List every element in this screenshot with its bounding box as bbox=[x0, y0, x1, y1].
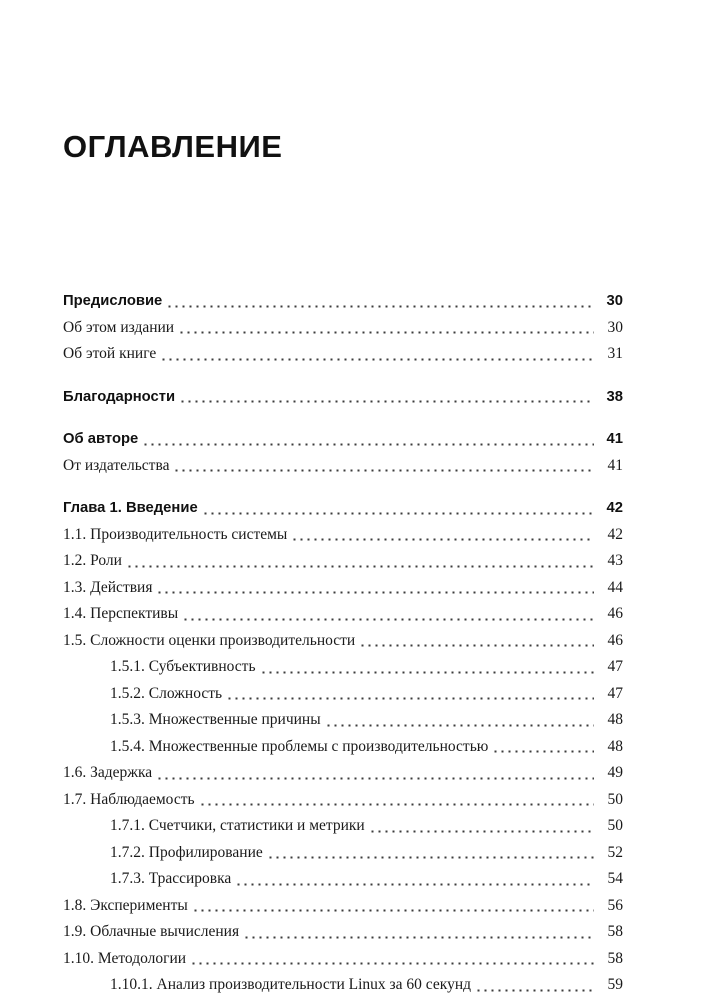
toc-entry bbox=[63, 946, 623, 973]
toc-entry bbox=[63, 495, 623, 522]
toc-entry-label: 1.5. Сложности оценки производительности bbox=[63, 631, 356, 649]
toc-entry-page: 59 bbox=[607, 976, 623, 993]
toc-entry bbox=[63, 315, 623, 342]
toc-entry bbox=[63, 426, 623, 453]
dot-leader bbox=[156, 575, 594, 602]
toc-entry-label: 1.5.2. Сложность bbox=[110, 684, 223, 702]
dot-leader bbox=[190, 946, 594, 973]
toc-entry-label: Об этом издании bbox=[63, 318, 175, 336]
toc-entry-label: 1.4. Перспективы bbox=[63, 605, 179, 622]
dot-leader bbox=[182, 601, 594, 628]
toc-entry bbox=[63, 628, 623, 655]
toc-entry-label: 1.3. Действия bbox=[63, 578, 153, 596]
toc-entry bbox=[63, 760, 623, 787]
toc-entry-page: 30 bbox=[607, 318, 623, 336]
toc-entry-label: 1.1. Производительность системы bbox=[63, 525, 288, 543]
toc-entry bbox=[63, 601, 623, 628]
toc-entry-page: 50 bbox=[607, 790, 623, 808]
toc-entry-label: Благодарности bbox=[63, 388, 176, 405]
dot-leader bbox=[492, 734, 594, 761]
toc-entry-page: 50 bbox=[607, 817, 623, 834]
page-title: ОГЛАВЛЕНИЕ bbox=[63, 128, 283, 164]
toc-entry-page: 42 bbox=[607, 525, 623, 543]
toc-entry bbox=[63, 288, 623, 315]
toc-entry-page: 47 bbox=[607, 658, 623, 675]
dot-leader bbox=[156, 760, 594, 787]
toc-entry-label: 1.5.3. Множественные причины bbox=[110, 711, 321, 728]
toc-entry-page: 43 bbox=[607, 552, 623, 569]
dot-leader bbox=[179, 384, 594, 411]
toc-entry bbox=[63, 972, 623, 999]
toc-entry bbox=[63, 453, 623, 480]
toc-entry-label: От издательства bbox=[63, 456, 170, 474]
toc-entry bbox=[63, 575, 623, 602]
toc-entry-label: 1.7. Наблюдаемость bbox=[63, 790, 195, 808]
dot-leader bbox=[199, 787, 594, 814]
toc-entry bbox=[63, 813, 623, 840]
dot-leader bbox=[475, 972, 594, 999]
toc-entry-label: 1.7.1. Счетчики, статистики и метрики bbox=[110, 817, 365, 834]
toc-entry bbox=[63, 341, 623, 368]
dot-leader bbox=[178, 315, 594, 342]
dot-leader bbox=[369, 813, 594, 840]
dot-leader bbox=[291, 522, 594, 549]
toc-entry-label: Об авторе bbox=[63, 431, 139, 447]
toc-entry-page: 48 bbox=[607, 737, 623, 755]
dot-leader bbox=[166, 288, 594, 315]
toc-entry-page: 52 bbox=[607, 843, 623, 861]
toc-entry-page: 30 bbox=[606, 293, 623, 309]
toc-entry-label: 1.6. Задержка bbox=[63, 764, 153, 781]
dot-leader bbox=[267, 840, 594, 867]
toc-entry-page: 44 bbox=[607, 578, 623, 596]
toc-entry-label: 1.7.3. Трассировка bbox=[110, 870, 232, 887]
toc-entry-label: 1.9. Облачные вычисления bbox=[63, 923, 240, 940]
toc-entry bbox=[63, 681, 623, 708]
toc-entry bbox=[63, 707, 623, 734]
dot-leader bbox=[260, 654, 594, 681]
toc-entry-label: 1.2. Роли bbox=[63, 552, 122, 569]
toc-entry bbox=[63, 548, 623, 575]
toc-entry bbox=[63, 384, 623, 411]
toc-entry-label: 1.8. Эксперименты bbox=[63, 896, 188, 914]
toc-entry-label: Предисловие bbox=[63, 293, 163, 309]
dot-leader bbox=[192, 893, 594, 920]
dot-leader bbox=[359, 628, 594, 655]
toc-entry-page: 38 bbox=[606, 388, 623, 405]
toc-entry-page: 41 bbox=[606, 431, 623, 447]
toc-list bbox=[63, 288, 623, 999]
toc-entry-page: 58 bbox=[607, 923, 623, 940]
toc-entry-label: Об этой книге bbox=[63, 345, 157, 362]
toc-entry-label: 1.5.1. Субъективность bbox=[110, 658, 256, 675]
toc-entry-label: Глава 1. Введение bbox=[63, 500, 198, 516]
toc-entry-page: 41 bbox=[607, 456, 623, 474]
toc-entry bbox=[63, 840, 623, 867]
toc-entry-page: 47 bbox=[607, 684, 623, 702]
toc-entry bbox=[63, 919, 623, 946]
toc-entry bbox=[63, 654, 623, 681]
toc-entry-label: 1.10. Методологии bbox=[63, 949, 187, 967]
toc-entry-page: 56 bbox=[607, 896, 623, 914]
toc-entry bbox=[63, 734, 623, 761]
dot-leader bbox=[243, 919, 594, 946]
toc-entry bbox=[63, 522, 623, 549]
toc-entry bbox=[63, 866, 623, 893]
toc-entry bbox=[63, 893, 623, 920]
toc-entry-page: 31 bbox=[607, 345, 623, 362]
toc-entry-page: 42 bbox=[606, 500, 623, 516]
dot-leader bbox=[126, 548, 594, 575]
dot-leader bbox=[160, 341, 594, 368]
toc-entry-label: 1.7.2. Профилирование bbox=[110, 843, 263, 861]
toc-entry-page: 49 bbox=[607, 764, 623, 781]
dot-leader bbox=[142, 426, 594, 453]
dot-leader bbox=[325, 707, 594, 734]
toc-entry-label: 1.10.1. Анализ производительности Linux за 60 секунд bbox=[110, 976, 471, 993]
toc-entry-page: 46 bbox=[607, 605, 623, 622]
toc-entry-page: 54 bbox=[607, 870, 623, 887]
toc-entry bbox=[63, 787, 623, 814]
toc-entry-page: 46 bbox=[607, 631, 623, 649]
toc-entry-page: 48 bbox=[607, 711, 623, 728]
dot-leader bbox=[173, 453, 594, 480]
dot-leader bbox=[226, 681, 594, 708]
toc-entry-label: 1.5.4. Множественные проблемы с производительностью bbox=[110, 737, 489, 755]
dot-leader bbox=[235, 866, 594, 893]
toc-entry-page: 58 bbox=[607, 949, 623, 967]
dot-leader bbox=[202, 495, 594, 522]
